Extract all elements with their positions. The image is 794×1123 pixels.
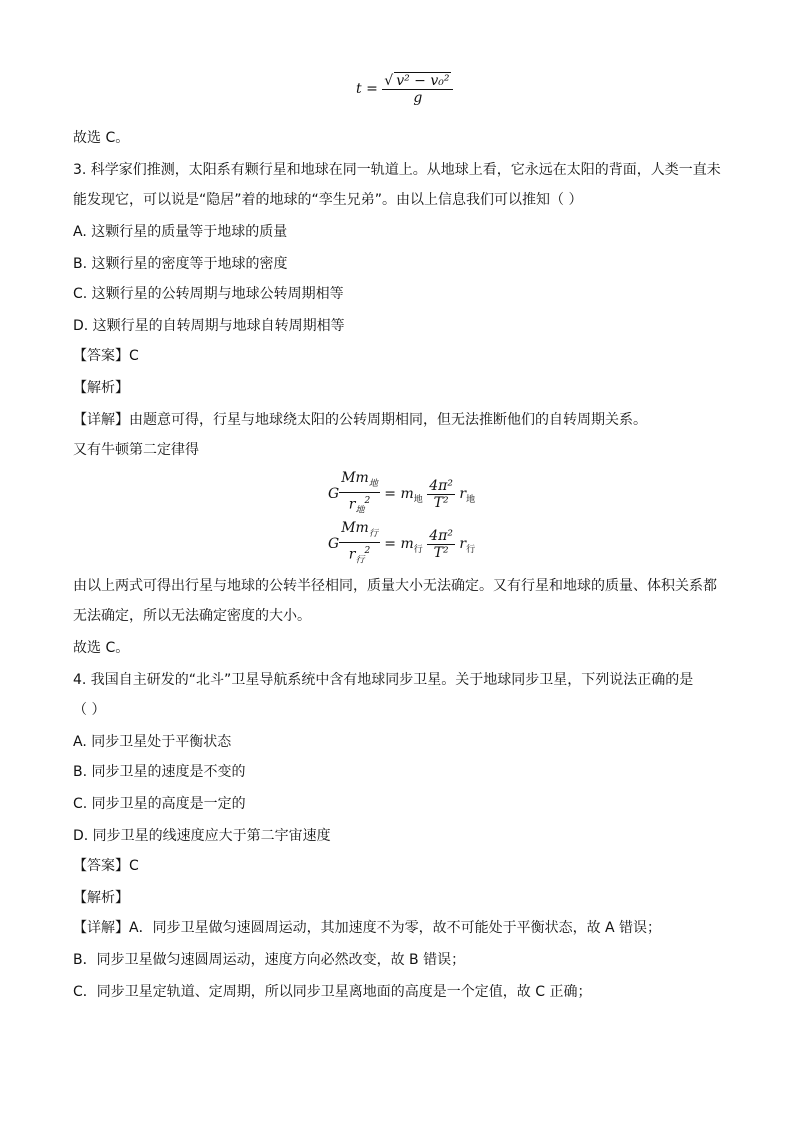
- formula-rhs-r: r: [459, 486, 467, 503]
- formula-eq-m: = m: [384, 486, 414, 503]
- formula-planet: [328, 520, 475, 568]
- q4-detail-c: C．同步卫星定轨道、定周期，所以同步卫星离地面的高度是一个定值，故 C 正确；: [73, 984, 592, 1000]
- q4-detail-b: B．同步卫星做匀速圆周运动，速度方向必然改变，故 B 错误；: [73, 952, 466, 968]
- formula-rhs-r: r: [459, 536, 467, 553]
- formula-subscript: 地: [368, 478, 378, 489]
- formula-subscript: 地: [466, 494, 476, 505]
- q4-detail-a: 【详解】A．同步卫星做匀速圆周运动，其加速度不为零，故不可能处于平衡状态，故 A 错误；: [73, 920, 662, 936]
- formula-rhs-den: T²: [433, 544, 449, 561]
- formula-denominator: $r_地^2$: [348, 495, 371, 516]
- q3-stem-line1: 3. 科学家们推测，太阳系有颗行星和地球在同一轨道上。从地球上看，它永远在太阳的背面，人类一直未: [73, 162, 721, 178]
- formula-fraction-rhs: [427, 528, 455, 561]
- q4-answer: 【答案】C: [73, 858, 139, 874]
- q4-option-a: A. 同步卫星处于平衡状态: [73, 734, 232, 750]
- formula-sqrt-content: v² − v₀²: [396, 73, 450, 89]
- formula-denominator: g: [413, 90, 423, 106]
- formula-lhs: t =: [356, 81, 378, 97]
- q4-analysis: 【解析】: [73, 890, 129, 906]
- formula-g: G: [328, 536, 340, 553]
- formula-numerator: [339, 520, 380, 543]
- q3-newton: 又有牛顿第二定律得: [73, 442, 199, 458]
- q3-option-c: C. 这颗行星的公转周期与地球公转周期相等: [73, 286, 344, 302]
- formula-denominator: $r_行^2$: [348, 545, 371, 566]
- q3-answer: 【答案】C: [73, 348, 139, 364]
- formula-subscript: 行: [413, 544, 423, 555]
- q3-analysis: 【解析】: [73, 380, 129, 396]
- q4-stem-line2: （ ）: [73, 702, 106, 718]
- formula-numerator: √ v² − v₀²: [382, 72, 453, 90]
- q4-option-d: D. 同步卫星的线速度应大于第二宇宙速度: [73, 828, 331, 844]
- q3-detail: 【详解】由题意可得，行星与地球绕太阳的公转周期相同，但无法推断他们的自转周期关系。: [73, 412, 647, 428]
- q4-option-c: C. 同步卫星的高度是一定的: [73, 796, 246, 812]
- formula-fraction: [382, 72, 453, 106]
- formula-subscript: 地: [355, 505, 365, 516]
- choose-c-1: 故选 C。: [73, 130, 130, 146]
- formula-numerator: [339, 470, 380, 493]
- formula-fraction: [339, 470, 380, 518]
- formula-subscript: 行: [466, 544, 476, 555]
- formula-eq-m: = m: [384, 536, 414, 553]
- formula-fraction-rhs: [427, 478, 455, 511]
- formula-rhs-den: T²: [433, 494, 449, 511]
- formula-num-text: Mm: [341, 470, 369, 486]
- formula-earth: [328, 470, 475, 518]
- q3-conclusion-line1: 由以上两式可得出行星与地球的公转半径相同，质量大小无法确定。又有行星和地球的质量、体积关系都: [73, 578, 717, 594]
- q4-option-b: B. 同步卫星的速度是不变的: [73, 764, 246, 780]
- q4-stem-line1: 4. 我国自主研发的“北斗”卫星导航系统中含有地球同步卫星。关于地球同步卫星，下列说法正确的是: [73, 672, 694, 688]
- formula-r: r: [348, 496, 356, 513]
- formula-subscript: 行: [368, 528, 378, 539]
- formula-num-text: Mm: [341, 520, 369, 536]
- formula-subscript: 行: [355, 555, 365, 566]
- formula-rhs-num: 4π²: [429, 527, 453, 544]
- q3-choose: 故选 C。: [73, 640, 130, 656]
- q3-option-b: B. 这颗行星的密度等于地球的密度: [73, 256, 288, 272]
- formula-rhs-num: 4π²: [429, 477, 453, 494]
- formula-g: G: [328, 486, 340, 503]
- formula-subscript: 地: [413, 494, 423, 505]
- q3-option-d: D. 这颗行星的自转周期与地球自转周期相等: [73, 318, 345, 334]
- formula-time: [356, 72, 453, 106]
- q3-stem-line2: 能发现它，可以说是“隐居”着的地球的“孪生兄弟”。由以上信息我们可以推知（ ）: [73, 192, 583, 208]
- formula-r: r: [348, 546, 356, 563]
- formula-fraction: [339, 520, 380, 568]
- q3-conclusion-line2: 无法确定，所以无法确定密度的大小。: [73, 608, 311, 624]
- q3-option-a: A. 这颗行星的质量等于地球的质量: [73, 224, 288, 240]
